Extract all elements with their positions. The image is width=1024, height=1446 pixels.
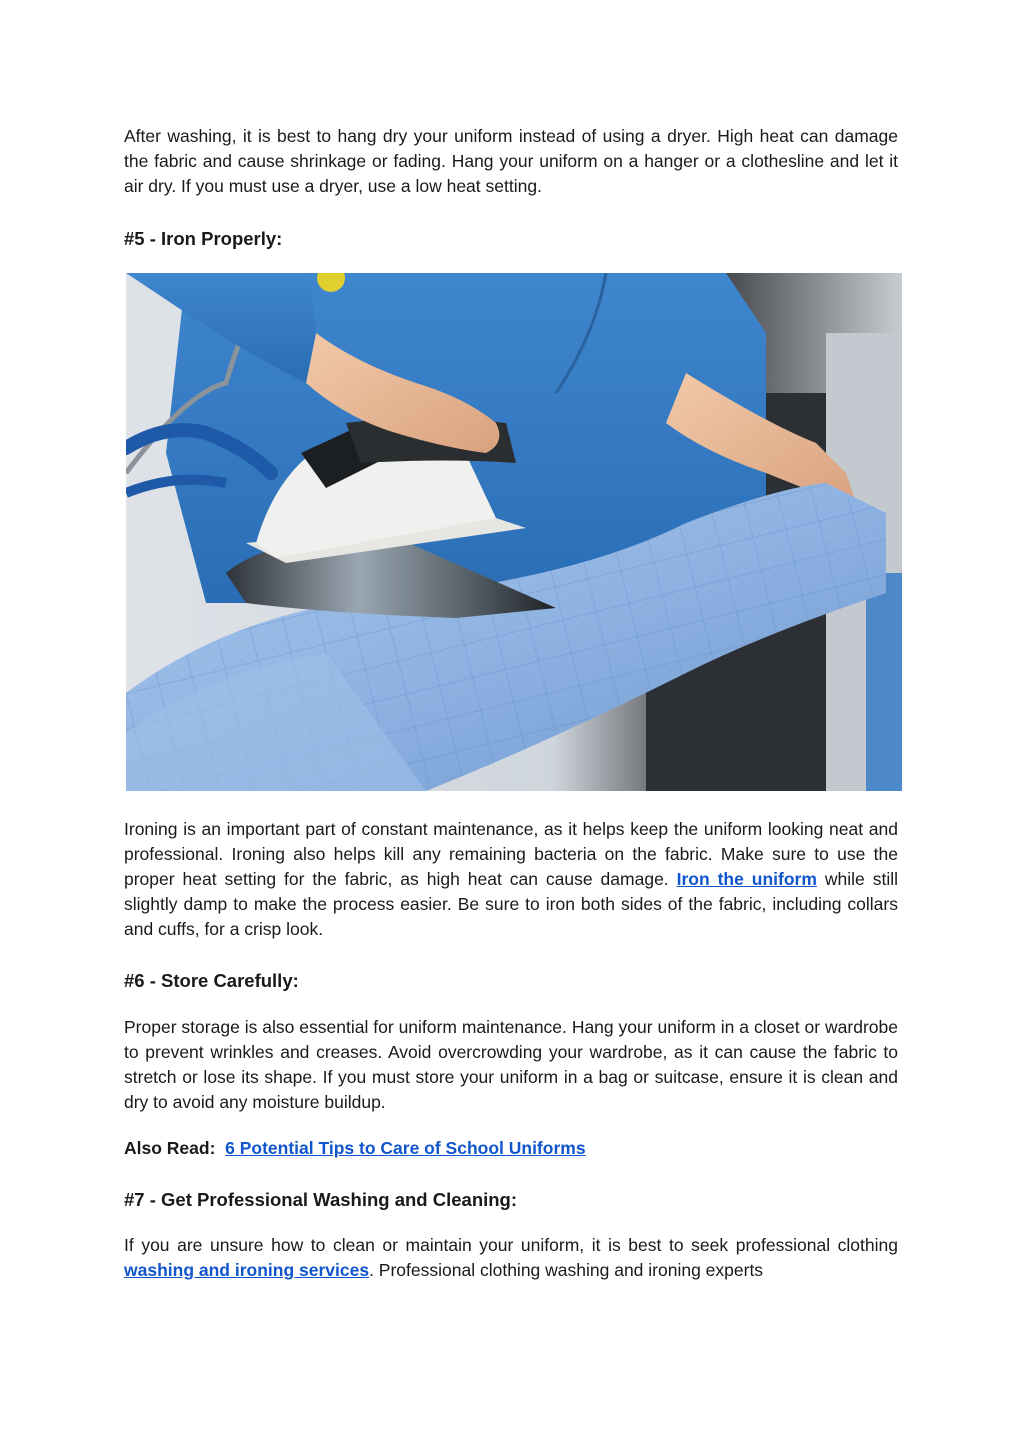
ironing-photo (126, 273, 902, 791)
section-7-heading-block (124, 1187, 898, 1212)
section-7-paragraph (124, 1233, 898, 1283)
ironing-text-part-2: while still slightly damp to make the process easier. Be sure to iron both sides of the fabric, including collars and cuffs, for a crisp look. (124, 869, 898, 939)
section-6-paragraph (124, 1015, 898, 1115)
iron-the-uniform-link[interactable]: Iron the uniform (676, 869, 817, 889)
also-read-label: Also Read: (124, 1138, 216, 1158)
also-read-link[interactable]: 6 Potential Tips to Care of School Uniforms (225, 1138, 586, 1158)
ironing-paragraph (124, 817, 898, 942)
section-6-heading-block (124, 968, 898, 993)
storage-text: Proper storage is also essential for uniform maintenance. Hang your uniform in a closet or wardrobe to prevent wrinkles and creases. Avoid overcrowding your wardrobe, as it can cause the fabric to stretch or lose its shape. If you must store your uniform in a bag or suitcase, ensure it is clean and dry to avoid any moisture buildup. (124, 1017, 898, 1112)
professional-paragraph (124, 1233, 898, 1283)
section-5-heading: #5 - Iron Properly: (124, 228, 283, 249)
section-6-heading: #6 - Store Carefully: (124, 970, 299, 991)
intro-paragraph (124, 124, 898, 199)
professional-text-part-2: . Professional clothing washing and ironing experts (369, 1260, 764, 1280)
section-7-heading: #7 - Get Professional Washing and Cleaning: (124, 1189, 518, 1210)
washing-and-ironing-services-link[interactable]: washing and ironing services (124, 1260, 370, 1280)
intro-text: After washing, it is best to hang dry your uniform instead of using a dryer. High heat can damage the fabric and cause shrinkage or fading. Hang your uniform on a hanger or a clothesline and let it air dry. If you must use a dryer, use a low heat setting. (124, 126, 898, 196)
professional-text-part-1: If you are unsure how to clean or maintain your uniform, it is best to seek professional clothing (124, 1235, 898, 1255)
also-read-block (124, 1136, 898, 1161)
section-5-heading-block (124, 226, 898, 251)
section-5-paragraph (124, 817, 898, 942)
ironing-text-part-1: Ironing is an important part of constant maintenance, as it helps keep the uniform looking neat and professional. Ironing also helps kill any remaining bacteria on the fabric. Make sure to use the proper heat setting for the fabric, as high heat can cause damage. (124, 819, 898, 889)
